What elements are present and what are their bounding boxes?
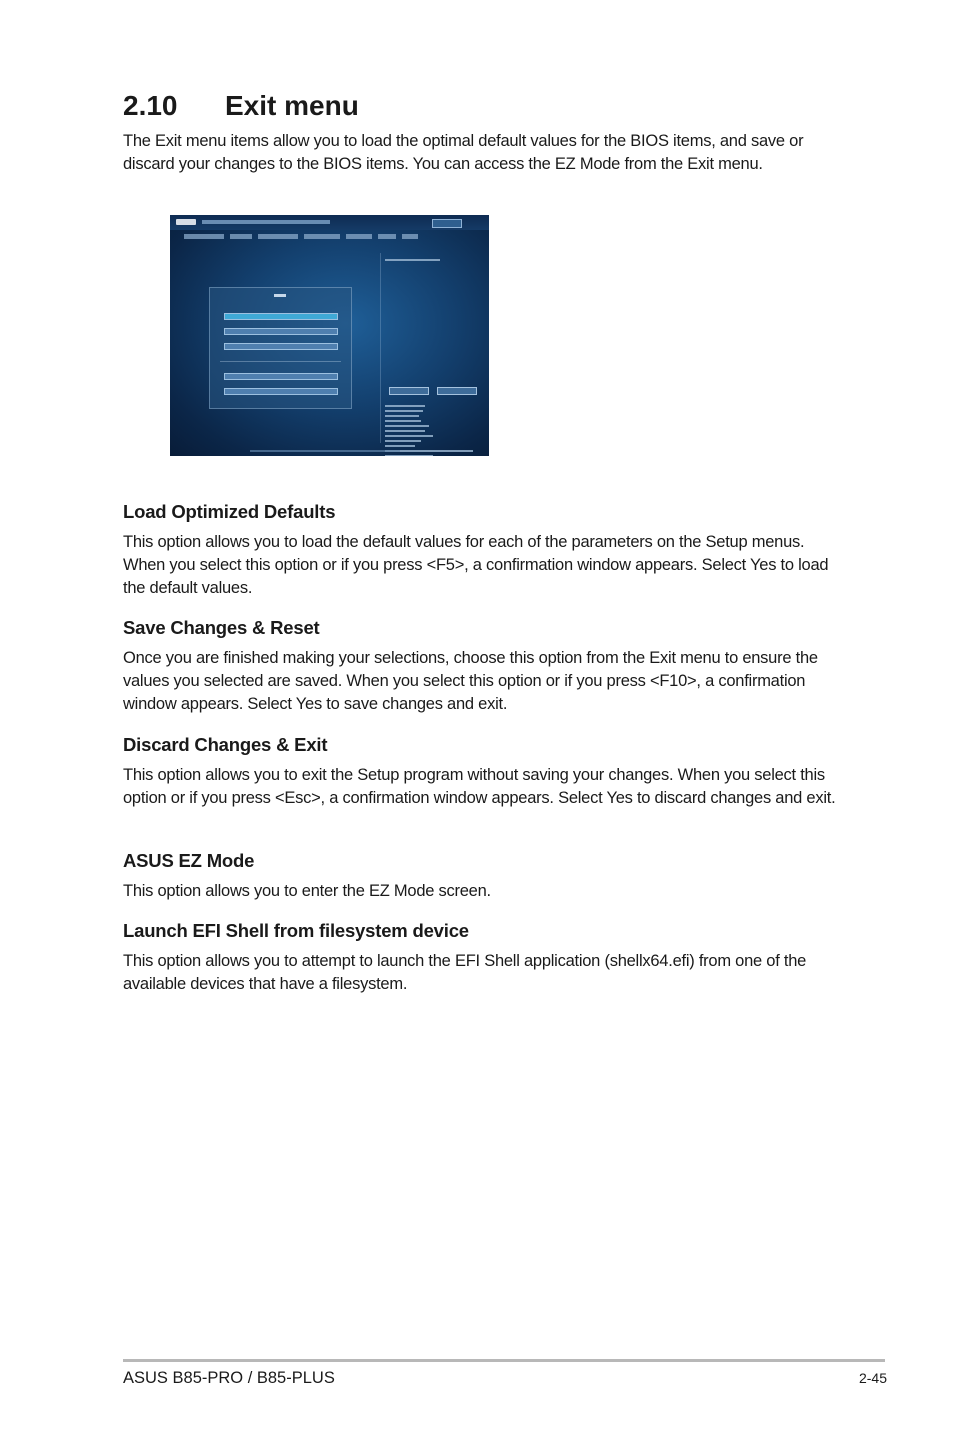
section-title (123, 88, 359, 124)
bios-help-line (385, 420, 421, 422)
bios-help-line (385, 410, 423, 412)
bios-help-panel (380, 253, 481, 443)
intro-paragraph: The Exit menu items allow you to load the optimal default values for the BIOS items, and save or discard your changes to the BIOS items. You can access the EZ Mode from the Exit menu. (123, 132, 804, 173)
bios-help-line (385, 415, 419, 417)
bios-divider (220, 361, 341, 362)
bios-help-line (385, 430, 425, 432)
bios-title-strip (202, 220, 330, 224)
section-number: 2.10 (123, 90, 178, 121)
bios-tab (258, 234, 298, 239)
section-heading: Exit menu (225, 90, 359, 121)
bios-menu-item (224, 343, 338, 350)
text-launch-efi-shell: This option allows you to attempt to launch the EFI Shell application (shellx64.efi) from one of the available devices that have a filesystem. (123, 952, 807, 993)
bios-tab (230, 234, 252, 239)
heading-launch-efi-shell: Launch EFI Shell from filesystem device (123, 920, 469, 941)
text-save-changes-reset: Once you are finished making your selections, choose this option from the Exit menu to ensure the values you selected are saved. When you select this option or if you press <F10>, a confirmation window appears. Select Yes to save changes and exit. (123, 649, 818, 713)
heading-discard-changes-exit: Discard Changes & Exit (123, 734, 328, 755)
bios-help-line (385, 405, 425, 407)
text-discard-changes-exit: This option allows you to exit the Setup program without saving your changes. When you select this option or if you press <Esc>, a confirmation window appears. Select Yes to discard changes and exit. (123, 766, 836, 807)
text-load-optimized-defaults: This option allows you to load the default values for each of the parameters on the Setup menus. When you select this option or if you press <F5>, a confirmation window appears. Select Yes to load the default values. (123, 533, 829, 597)
footer-page-number: 2-45 (858, 1370, 887, 1386)
footer-product: ASUS B85-PRO / B85-PLUS (123, 1369, 335, 1387)
footer-rule (123, 1359, 885, 1362)
bios-tab (378, 234, 396, 239)
bios-menu-item (224, 313, 338, 320)
heading-save-changes-reset: Save Changes & Reset (123, 617, 320, 638)
bios-back-button (432, 219, 462, 228)
bios-help-line (385, 445, 415, 447)
bios-help-line (385, 455, 433, 456)
bios-last-modified-button (437, 387, 477, 395)
bios-panel-heading (274, 294, 286, 297)
bios-tab (346, 234, 372, 239)
bios-tab (184, 234, 224, 239)
bios-exit-menu-screenshot (170, 215, 489, 456)
bios-tab (304, 234, 340, 239)
bios-tab (402, 234, 418, 239)
heading-load-optimized-defaults: Load Optimized Defaults (123, 501, 336, 522)
bios-help-line (385, 259, 440, 261)
bios-menu-item (224, 373, 338, 380)
bios-help-line (385, 425, 429, 427)
asus-logo-icon (176, 219, 196, 225)
heading-asus-ez-mode: ASUS EZ Mode (123, 850, 255, 871)
bios-quick-note-button (389, 387, 429, 395)
bios-menu-item (224, 388, 338, 395)
text-asus-ez-mode: This option allows you to enter the EZ Mode screen. (123, 882, 491, 900)
bios-help-line (385, 435, 433, 437)
bios-help-line (385, 440, 421, 442)
bios-tab-row (184, 234, 444, 240)
bios-exit-panel (209, 287, 352, 409)
bios-menu-item (224, 328, 338, 335)
bios-version-line (250, 450, 400, 452)
